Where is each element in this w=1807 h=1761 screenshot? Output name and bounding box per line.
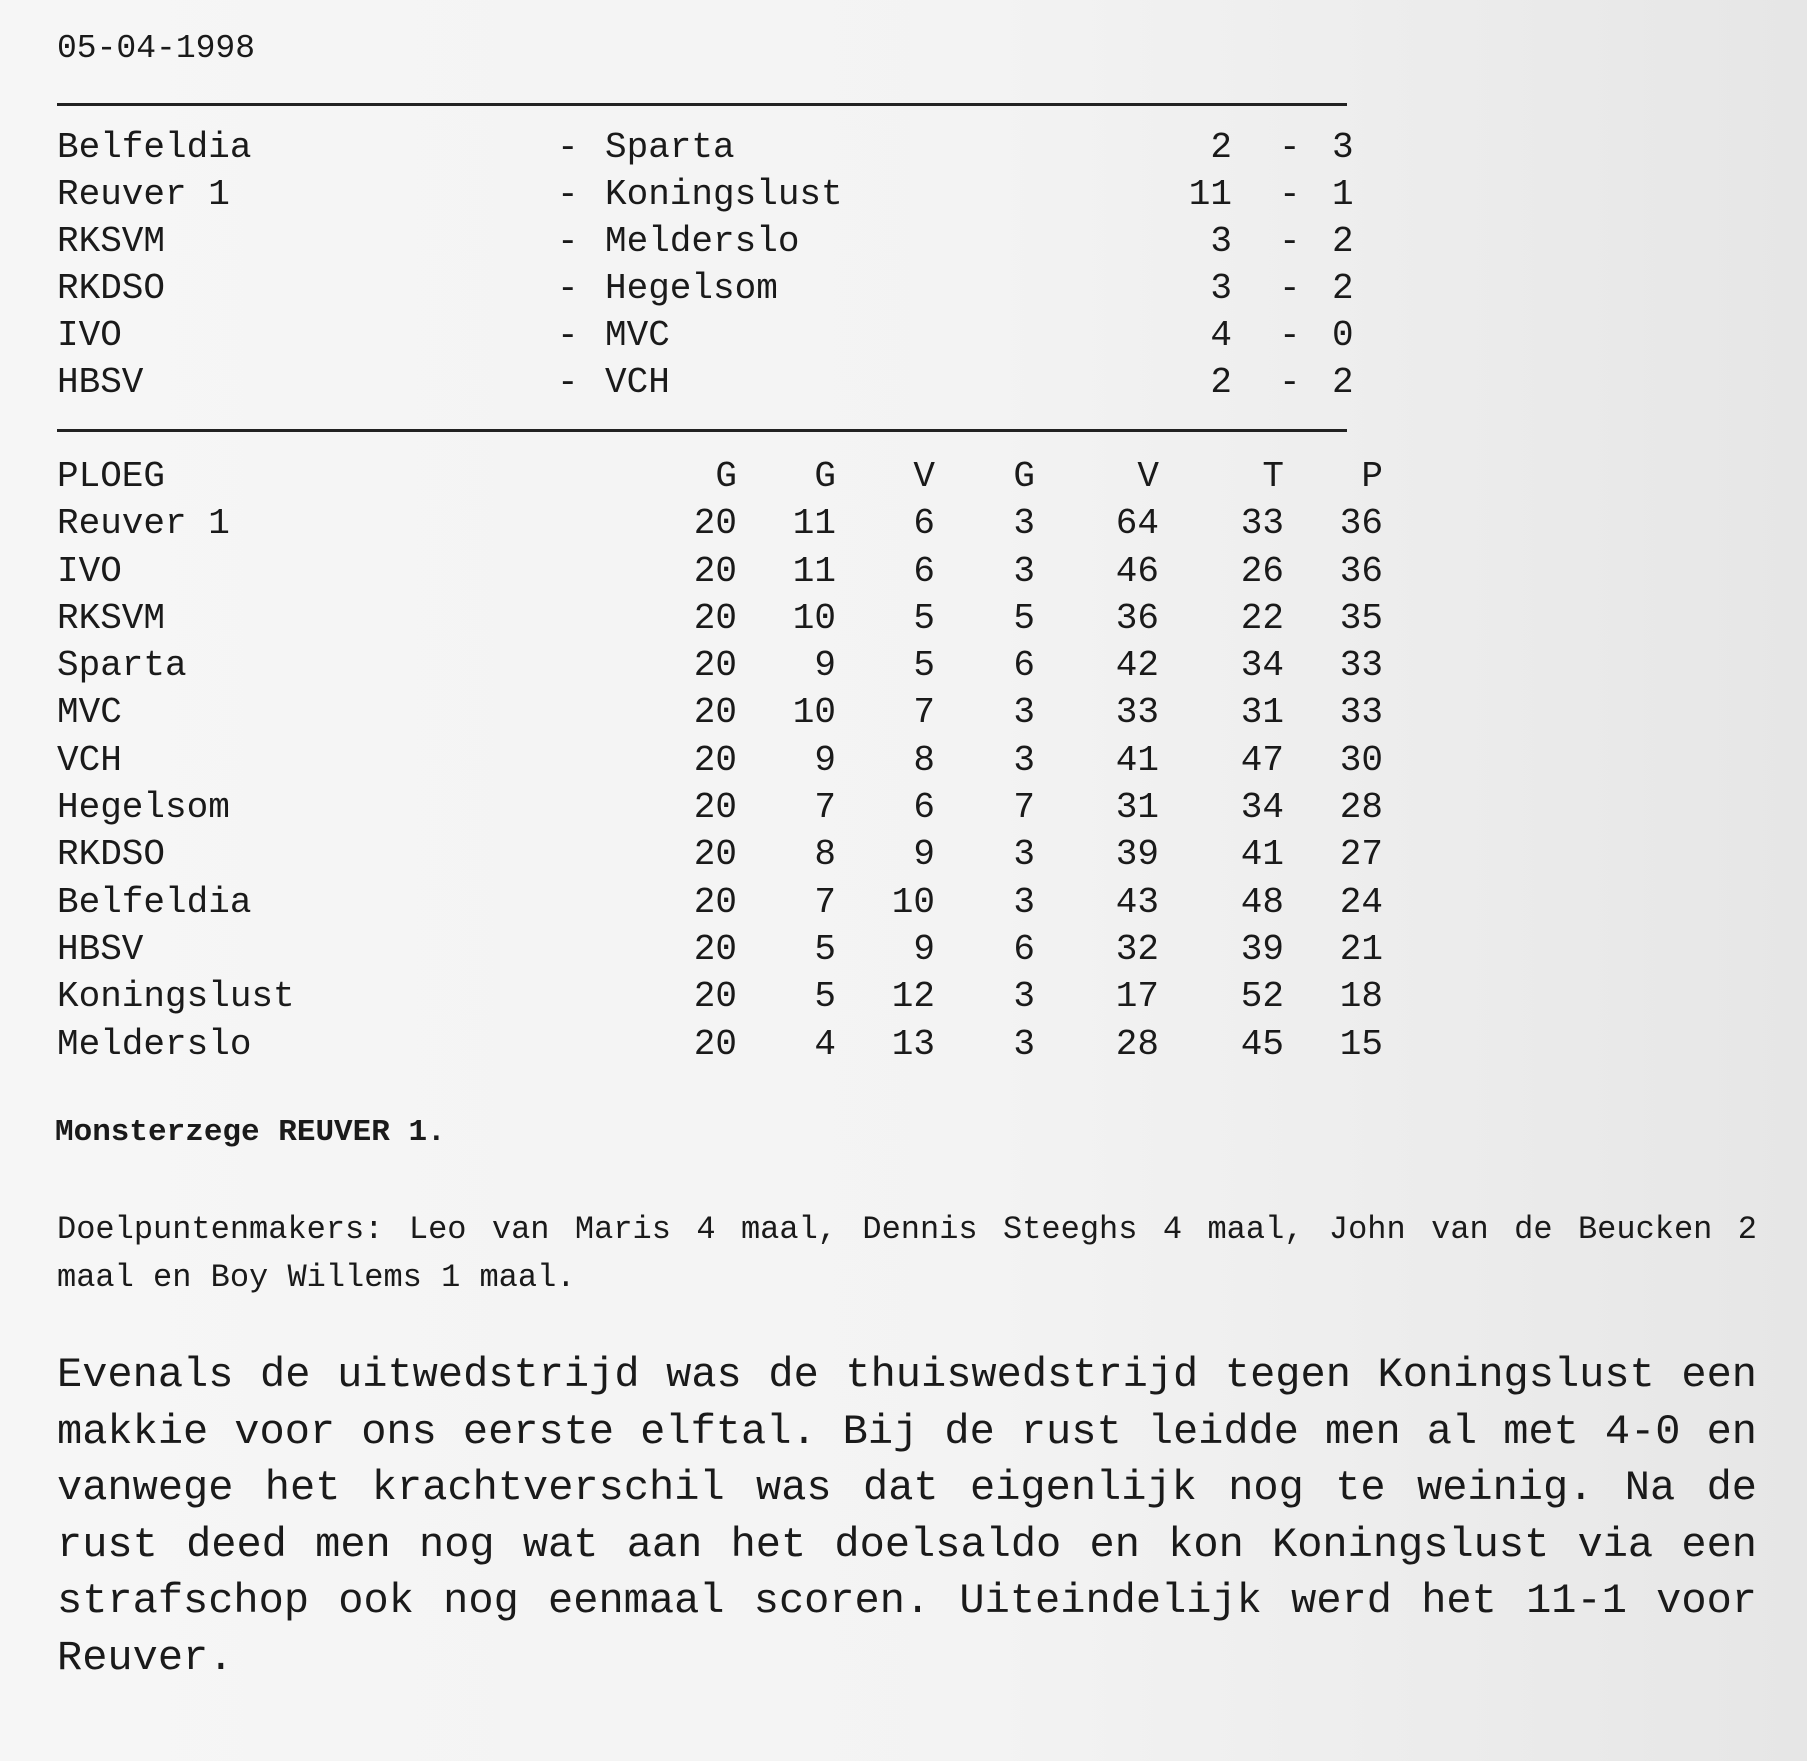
home-goals: 11 — [1188, 174, 1232, 215]
scorers-paragraph: Doelpuntenmakers: Leo van Maris 4 maal, Dennis Steeghs 4 maal, John van de Beucken 2 maal en Boy Willems 1 maal. — [57, 1211, 1757, 1296]
cell-goals-for: 17 — [1115, 976, 1159, 1018]
separator-line — [57, 429, 1347, 432]
cell-won: 7 — [814, 787, 836, 829]
cell-points: 36 — [1339, 550, 1383, 592]
team-name: Sparta — [57, 645, 187, 687]
cell-won: 5 — [814, 976, 836, 1018]
cell-points: 18 — [1339, 976, 1383, 1018]
cell-points: 30 — [1339, 739, 1383, 781]
header-points: P — [1361, 456, 1383, 497]
cell-played: 20 — [693, 692, 737, 734]
cell-played: 20 — [693, 503, 737, 545]
home-team: IVO — [57, 315, 122, 356]
team-name: RKSVM — [57, 597, 166, 639]
team-name: VCH — [57, 739, 122, 781]
team-name: IVO — [57, 550, 122, 592]
cell-points: 28 — [1339, 787, 1383, 829]
team-name: RKDSO — [57, 834, 166, 876]
cell-points: 33 — [1339, 645, 1383, 687]
cell-won: 10 — [792, 597, 836, 639]
standings-row — [57, 1021, 1383, 1068]
cell-goals-against: 41 — [1240, 834, 1284, 876]
cell-goals-against: 52 — [1240, 976, 1284, 1018]
cell-won: 10 — [792, 692, 836, 734]
team-name: HBSV — [57, 928, 144, 970]
cell-drawn: 3 — [1013, 692, 1035, 734]
versus-dash: - — [557, 127, 579, 168]
cell-goals-against: 26 — [1240, 550, 1284, 592]
cell-played: 20 — [693, 645, 737, 687]
standings-row — [57, 500, 1383, 547]
cell-goals-for: 28 — [1115, 1023, 1159, 1065]
standings-row — [57, 737, 1383, 784]
match-row — [57, 359, 1357, 406]
cell-played: 20 — [693, 597, 737, 639]
team-name: Hegelsom — [57, 787, 230, 829]
away-goals: 2 — [1332, 362, 1354, 403]
cell-lost: 9 — [913, 928, 935, 970]
match-row — [57, 265, 1357, 312]
team-name: Belfeldia — [57, 881, 252, 923]
team-name: MVC — [57, 692, 122, 734]
match-report: Evenals de uitwedstrijd was de thuiswedstrijd tegen Koningslust een makkie voor ons eerste elftal. Bij de rust leidde men al met 4-0 en vanwege het krachtverschil was dat eigenlijk nog te weinig. Na de rust deed men nog wat aan het doelsaldo en kon Koningslust via een strafschop ook nog eenmaal scoren. Uiteindelijk werd het 11-1 voor Reuver. — [57, 1351, 1757, 1682]
cell-lost: 5 — [913, 645, 935, 687]
home-team: RKSVM — [57, 221, 166, 262]
away-goals: 3 — [1332, 127, 1354, 168]
versus-dash: - — [557, 174, 579, 215]
header-drawn: G — [1013, 456, 1035, 497]
score-dash: - — [1279, 221, 1301, 262]
standings-row — [57, 973, 1383, 1020]
separator-line — [57, 103, 1347, 106]
cell-played: 20 — [693, 787, 737, 829]
away-goals: 2 — [1332, 268, 1354, 309]
versus-dash: - — [557, 315, 579, 356]
cell-goals-for: 41 — [1115, 739, 1159, 781]
header-played: G — [715, 456, 737, 497]
standings-row — [57, 926, 1383, 973]
cell-lost: 7 — [913, 692, 935, 734]
cell-lost: 12 — [891, 976, 935, 1018]
match-row — [57, 218, 1357, 265]
cell-lost: 6 — [913, 550, 935, 592]
away-goals: 1 — [1332, 174, 1354, 215]
cell-goals-against: 47 — [1240, 739, 1284, 781]
team-name: Koningslust — [57, 976, 295, 1018]
cell-won: 9 — [814, 645, 836, 687]
score-dash: - — [1279, 268, 1301, 309]
cell-goals-against: 34 — [1240, 645, 1284, 687]
cell-won: 7 — [814, 881, 836, 923]
cell-goals-against: 48 — [1240, 881, 1284, 923]
standings-row — [57, 548, 1383, 595]
results-list — [57, 124, 1357, 406]
cell-lost: 9 — [913, 834, 935, 876]
cell-points: 15 — [1339, 1023, 1383, 1065]
cell-won: 5 — [814, 928, 836, 970]
cell-won: 8 — [814, 834, 836, 876]
standings-header-row — [57, 453, 1383, 500]
cell-drawn: 3 — [1013, 503, 1035, 545]
home-goals: 4 — [1210, 315, 1232, 356]
cell-goals-for: 32 — [1115, 928, 1159, 970]
cell-goals-against: 34 — [1240, 787, 1284, 829]
cell-goals-for: 31 — [1115, 787, 1159, 829]
cell-points: 35 — [1339, 597, 1383, 639]
cell-goals-against: 31 — [1240, 692, 1284, 734]
versus-dash: - — [557, 221, 579, 262]
cell-played: 20 — [693, 739, 737, 781]
cell-played: 20 — [693, 550, 737, 592]
cell-goals-for: 36 — [1115, 597, 1159, 639]
standings-row — [57, 595, 1383, 642]
cell-goals-against: 45 — [1240, 1023, 1284, 1065]
team-name: Reuver 1 — [57, 503, 230, 545]
team-name: Melderslo — [57, 1023, 252, 1065]
standings-table — [57, 453, 1383, 1068]
away-team: Sparta — [605, 127, 735, 168]
home-goals: 3 — [1210, 221, 1232, 262]
standings-body — [57, 500, 1383, 1068]
header-lost: V — [913, 456, 935, 497]
score-dash: - — [1279, 362, 1301, 403]
cell-played: 20 — [693, 881, 737, 923]
cell-goals-for: 39 — [1115, 834, 1159, 876]
match-date: 05-04-1998 — [57, 30, 256, 67]
cell-won: 11 — [792, 503, 836, 545]
cell-lost: 5 — [913, 597, 935, 639]
standings-row — [57, 831, 1383, 878]
match-row — [57, 312, 1357, 359]
cell-drawn: 3 — [1013, 976, 1035, 1018]
cell-drawn: 3 — [1013, 739, 1035, 781]
away-goals: 0 — [1332, 315, 1354, 356]
away-team: VCH — [605, 362, 670, 403]
header-won: G — [814, 456, 836, 497]
cell-goals-for: 64 — [1115, 503, 1159, 545]
cell-points: 33 — [1339, 692, 1383, 734]
score-dash: - — [1279, 174, 1301, 215]
versus-dash: - — [557, 268, 579, 309]
cell-drawn: 5 — [1013, 597, 1035, 639]
cell-drawn: 3 — [1013, 550, 1035, 592]
standings-row — [57, 784, 1383, 831]
cell-points: 24 — [1339, 881, 1383, 923]
away-team: Melderslo — [605, 221, 800, 262]
article-headline: Monsterzege REUVER 1. — [55, 1115, 446, 1150]
away-team: Hegelsom — [605, 268, 778, 309]
away-team: Koningslust — [605, 174, 843, 215]
cell-lost: 8 — [913, 739, 935, 781]
cell-goals-for: 46 — [1115, 550, 1159, 592]
cell-goals-for: 42 — [1115, 645, 1159, 687]
cell-goals-against: 39 — [1240, 928, 1284, 970]
standings-row — [57, 879, 1383, 926]
score-dash: - — [1279, 315, 1301, 356]
cell-won: 4 — [814, 1023, 836, 1065]
home-goals: 3 — [1210, 268, 1232, 309]
cell-drawn: 3 — [1013, 1023, 1035, 1065]
cell-points: 21 — [1339, 928, 1383, 970]
cell-played: 20 — [693, 928, 737, 970]
standings-row — [57, 642, 1383, 689]
cell-won: 11 — [792, 550, 836, 592]
cell-drawn: 6 — [1013, 645, 1035, 687]
cell-lost: 6 — [913, 787, 935, 829]
cell-points: 36 — [1339, 503, 1383, 545]
header-goals-for: V — [1137, 456, 1159, 497]
cell-won: 9 — [814, 739, 836, 781]
home-team: RKDSO — [57, 268, 166, 309]
cell-played: 20 — [693, 834, 737, 876]
cell-goals-against: 22 — [1240, 597, 1284, 639]
cell-goals-for: 43 — [1115, 881, 1159, 923]
cell-drawn: 3 — [1013, 834, 1035, 876]
cell-lost: 6 — [913, 503, 935, 545]
home-goals: 2 — [1210, 362, 1232, 403]
score-dash: - — [1279, 127, 1301, 168]
header-team: PLOEG — [57, 456, 166, 497]
cell-drawn: 7 — [1013, 787, 1035, 829]
cell-lost: 10 — [891, 881, 935, 923]
home-goals: 2 — [1210, 127, 1232, 168]
home-team: HBSV — [57, 362, 144, 403]
match-row — [57, 171, 1357, 218]
cell-points: 27 — [1339, 834, 1383, 876]
away-goals: 2 — [1332, 221, 1354, 262]
cell-lost: 13 — [891, 1023, 935, 1065]
home-team: Reuver 1 — [57, 174, 230, 215]
match-row — [57, 124, 1357, 171]
cell-goals-for: 33 — [1115, 692, 1159, 734]
versus-dash: - — [557, 362, 579, 403]
standings-row — [57, 689, 1383, 736]
cell-played: 20 — [693, 1023, 737, 1065]
cell-drawn: 3 — [1013, 881, 1035, 923]
cell-drawn: 6 — [1013, 928, 1035, 970]
away-team: MVC — [605, 315, 670, 356]
home-team: Belfeldia — [57, 127, 252, 168]
cell-goals-against: 33 — [1240, 503, 1284, 545]
header-goals-against: T — [1262, 456, 1284, 497]
cell-played: 20 — [693, 976, 737, 1018]
